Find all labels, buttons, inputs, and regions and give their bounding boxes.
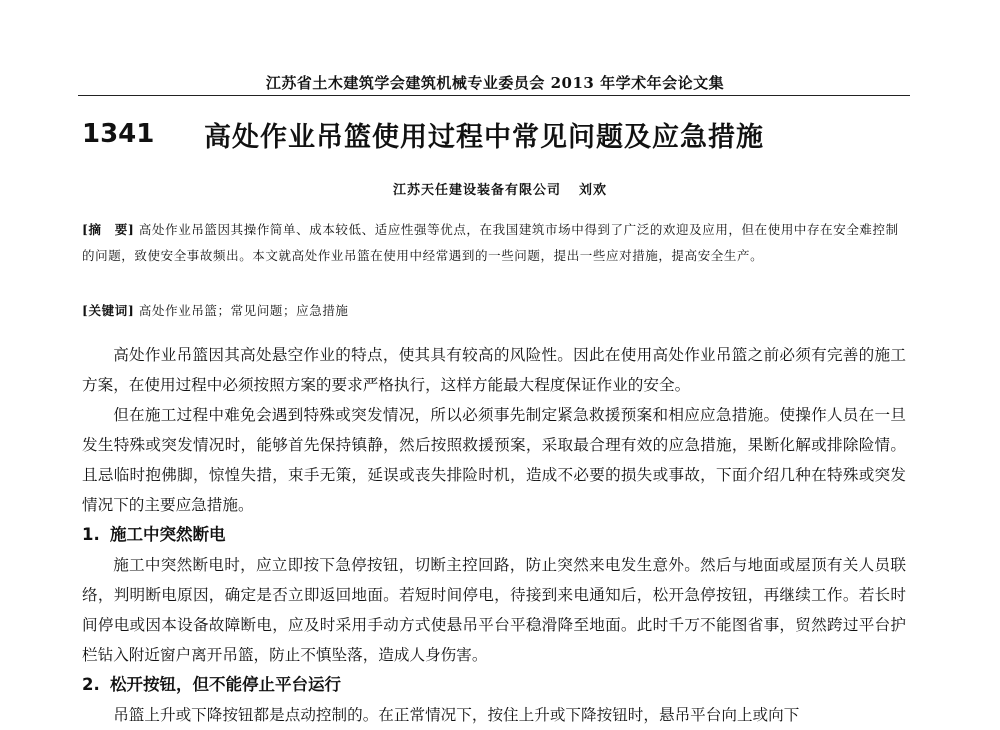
intro-paragraph-2: 但在施工过程中难免会遇到特殊或突发情况，所以必须事先制定紧急救援预案和相应应急措施。使操作人员在一旦发生特殊或突发情况时，能够首先保持镇静，然后按照救援预案，采取最合理有效的应急措施，果断化解或排除险情。且忌临时抱佛脚，惊惶失措，束手无策，延误或丧失排险时机，造成不必要的损失或事故，下面介绍几种在特殊或突发情况下的主要应急措施。 bbox=[82, 406, 906, 514]
section-2-paragraph: 吊篮上升或下降按钮都是点动控制的。在正常情况下，按住上升或下降按钮时，悬吊平台向上或向下 bbox=[113, 706, 800, 724]
header-rule bbox=[78, 95, 910, 96]
section-2-number: 2. bbox=[82, 675, 100, 694]
abstract bbox=[82, 217, 904, 269]
section-1-heading bbox=[82, 520, 906, 550]
author-line bbox=[0, 179, 1000, 198]
section-2-heading bbox=[82, 670, 906, 700]
section-1-number: 1. bbox=[82, 525, 100, 544]
paper-number: 1341 bbox=[82, 119, 155, 149]
abstract-label: [摘 要] bbox=[82, 222, 135, 237]
abstract-text: 高处作业吊篮因其操作简单、成本较低、适应性强等优点，在我国建筑市场中得到了广泛的欢迎及应用，但在使用中存在安全难控制的问题，致使安全事故频出。本文就高处作业吊篮在使用中经常遇到的一些问题，提出一些应对措施，提高安全生产。 bbox=[82, 222, 899, 263]
paper-title: 高处作业吊篮使用过程中常见问题及应急措施 bbox=[204, 122, 764, 153]
body-text bbox=[82, 340, 906, 730]
affiliation: 江苏天任建设装备有限公司 bbox=[392, 183, 561, 198]
keywords-label: [关键词] bbox=[82, 303, 135, 318]
keywords bbox=[82, 298, 904, 324]
keywords-text: 高处作业吊篮；常见问题；应急措施 bbox=[138, 303, 349, 318]
author-name: 刘欢 bbox=[579, 183, 608, 198]
intro-paragraph-1: 高处作业吊篮因其高处悬空作业的特点，使其具有较高的风险性。因此在使用高处作业吊篮之前必须有完善的施工方案，在使用过程中必须按照方案的要求严格执行，这样方能最大程度保证作业的安全。 bbox=[82, 346, 906, 394]
running-head: 江苏省土木建筑学会建筑机械专业委员会 2013 年学术年会论文集 bbox=[265, 74, 725, 92]
section-1-paragraph: 施工中突然断电时，应立即按下急停按钮，切断主控回路，防止突然来电发生意外。然后与地面或屋顶有关人员联络，判明断电原因，确定是否立即返回地面。若短时间停电，待接到来电通知后，松开急停按钮，再继续工作。若长时间停电或因本设备故障断电，应及时采用手动方式使悬吊平台平稳滑降至地面。此时千万不能图省事，贸然跨过平台护栏钻入附近窗户离开吊篮，防止不慎坠落，造成人身伤害。 bbox=[82, 556, 906, 664]
section-1-title: 施工中突然断电 bbox=[110, 525, 226, 544]
section-2-title: 松开按钮，但不能停止平台运行 bbox=[110, 675, 341, 694]
